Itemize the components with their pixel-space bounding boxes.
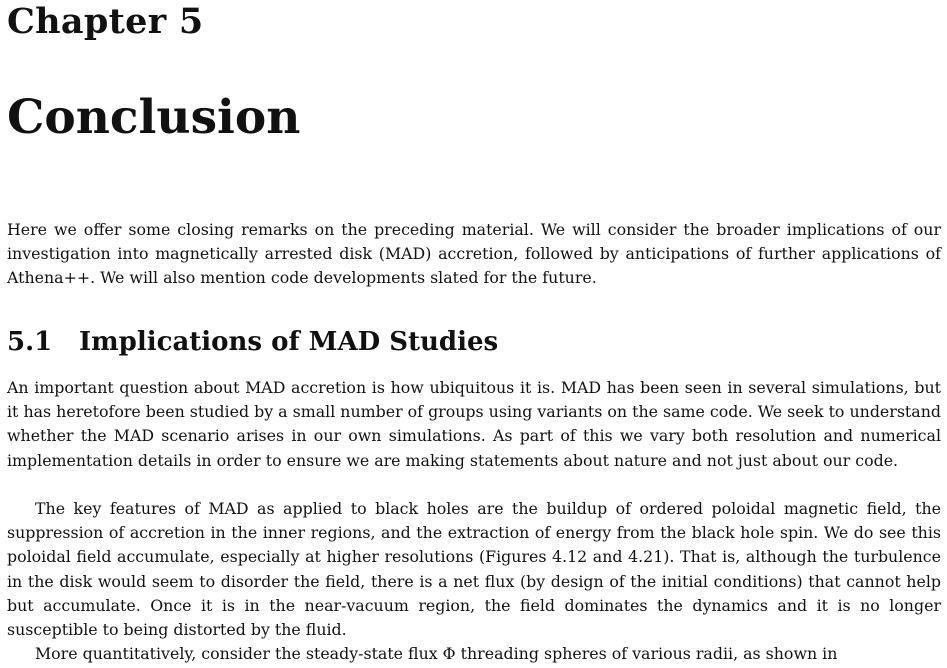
section-title: Implications of MAD Studies	[79, 327, 499, 357]
chapter-label: Chapter 5	[7, 1, 204, 42]
chapter-title: Conclusion	[7, 90, 301, 145]
section-heading	[7, 325, 498, 359]
intro-paragraph: Here we offer some closing remarks on the preceding material. We will consider the broader implications of our investigation into magnetically arrested disk (MAD) accretion, followed by anticipations of further applications of Athena++. We will also mention code developments slated for the future.	[7, 220, 941, 288]
body-paragraph: The key features of MAD as applied to black holes are the buildup of ordered poloidal magnetic field, the suppression of accretion in the inner regions, and the extraction of energy from the black hole spin. We do see this poloidal field accumulate, especially at higher resolutions (Figures 4.12 and 4.21). That is, although the turbulence in the disk would seem to disorder the field, there is a net flux (by design of the initial conditions) that cannot help but accumulate. Once it is in the near-vacuum region, the field dominates the dynamics and it is no longer susceptible to being distorted by the fluid.	[7, 499, 941, 640]
body-paragraph: An important question about MAD accretion is how ubiquitous it is. MAD has been seen in several simulations, but it has heretofore been studied by a small number of groups using variants on the same code. We seek to understand whether the MAD scenario arises in our own simulations. As part of this we vary both resolution and numerical implementation details in order to ensure we are making statements about nature and not just about our code.	[7, 378, 941, 470]
section-number: 5.1	[7, 327, 53, 357]
body-paragraph: More quantitatively, consider the steady-state flux Φ threading spheres of various radii, as shown in	[35, 644, 838, 663]
